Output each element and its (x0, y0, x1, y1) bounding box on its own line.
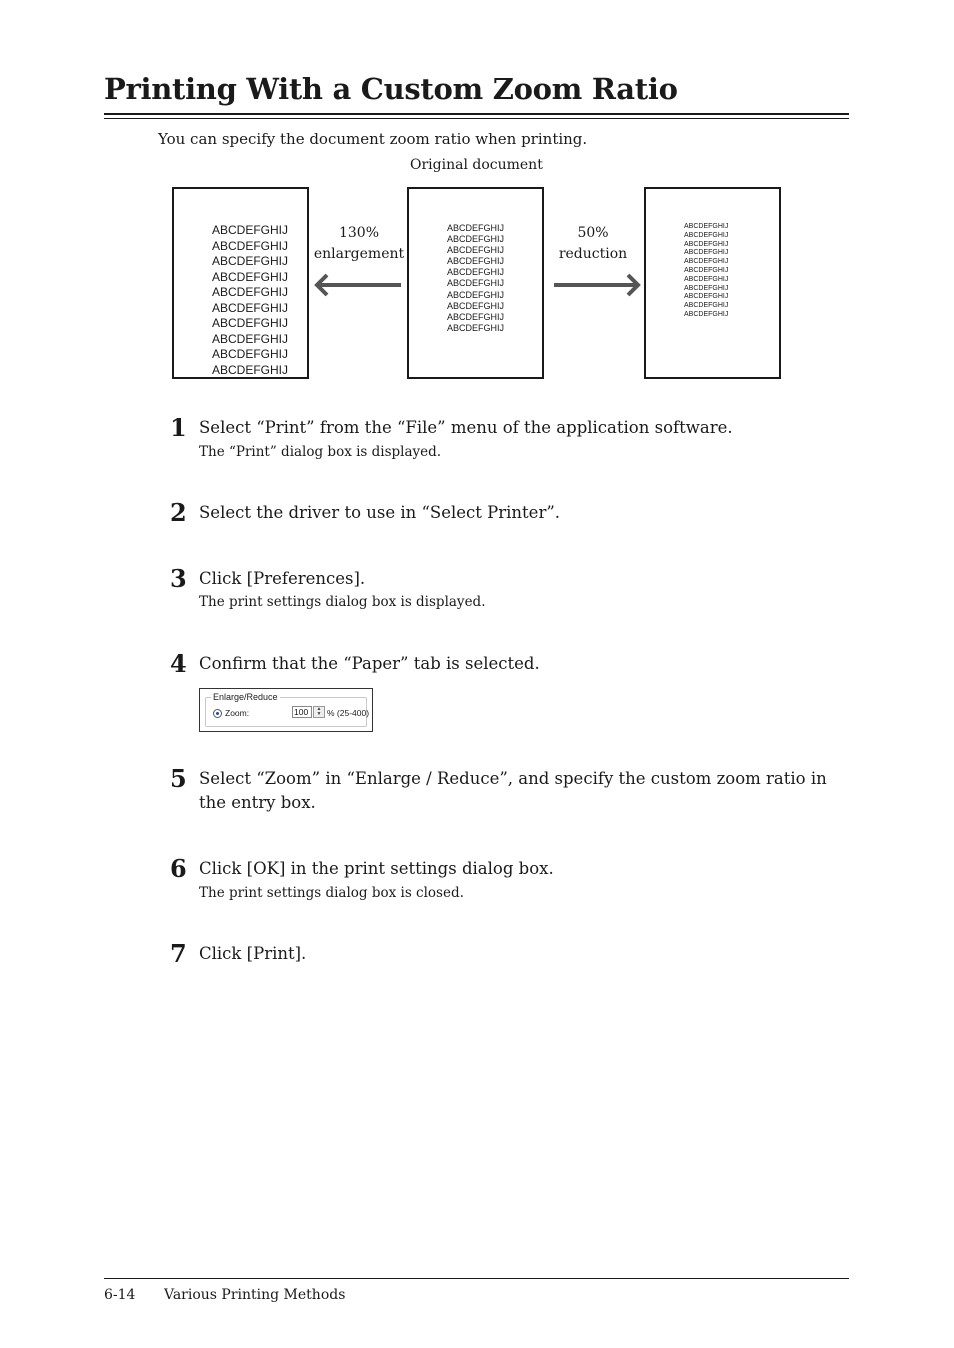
step-text: Confirm that the “Paper” tab is selected. (199, 654, 540, 673)
enlarge-reduce-dialog (199, 688, 373, 732)
text-line: ABCDEFGHIJ (684, 310, 729, 318)
text-line: ABCDEFGHIJ (212, 347, 289, 361)
text-line: ABCDEFGHIJ (212, 269, 289, 284)
spin-up-icon[interactable]: ▲ (316, 706, 322, 712)
step-number: 5 (170, 764, 187, 793)
enlarge-reduce-group (205, 692, 370, 727)
enlargement-percent: 130% (338, 225, 380, 241)
text-line: ABCDEFGHIJ (684, 223, 729, 230)
text-line: ABCDEFGHIJ (447, 223, 505, 233)
intro-text: You can specify the document zoom ratio when printing. (158, 130, 588, 148)
step-note: The “Print” dialog box is displayed. (199, 444, 442, 460)
text-line: ABCDEFGHIJ (684, 240, 729, 248)
enlargement-word: enlargement (313, 246, 405, 262)
text-line: ABCDEFGHIJ (684, 266, 729, 274)
text-line: ABCDEFGHIJ (447, 267, 505, 278)
text-line: ABCDEFGHIJ (212, 285, 289, 299)
enlarged-text (212, 223, 288, 378)
title-rule (104, 113, 849, 115)
group-label: Enlarge/Reduce (213, 692, 278, 702)
step-note: The print settings dialog box is closed. (199, 885, 464, 901)
reduction-percent: 50% (577, 225, 609, 241)
step-number: 1 (170, 413, 187, 442)
step-number: 6 (170, 854, 187, 883)
text-line: ABCDEFGHIJ (684, 231, 729, 239)
step-text: Click [Preferences]. (199, 569, 366, 588)
text-line: ABCDEFGHIJ (212, 331, 289, 346)
page-title: Printing With a Custom Zoom Ratio (104, 72, 678, 106)
spin-down-icon[interactable]: ▼ (316, 711, 322, 717)
reduction-word: reduction (558, 246, 628, 262)
text-line: ABCDEFGHIJ (447, 311, 505, 322)
text-line: ABCDEFGHIJ (447, 256, 505, 267)
text-line: ABCDEFGHIJ (212, 223, 289, 237)
step-number: 2 (170, 498, 187, 527)
text-line: ABCDEFGHIJ (212, 362, 289, 377)
text-line: ABCDEFGHIJ (447, 245, 505, 256)
step-text: Click [OK] in the print settings dialog box. (199, 859, 554, 878)
text-line: ABCDEFGHIJ (684, 249, 729, 257)
zoom-label: Zoom: (225, 708, 250, 718)
zoom-input[interactable]: 100 (292, 706, 312, 718)
step-note: The print settings dialog box is displayed. (199, 594, 486, 610)
text-line: ABCDEFGHIJ (684, 258, 729, 266)
zoom-figure (160, 155, 800, 390)
step-number: 4 (170, 649, 187, 678)
section-name: Various Printing Methods (164, 1287, 346, 1303)
text-line: ABCDEFGHIJ (684, 284, 729, 292)
zoom-spinner[interactable] (313, 706, 325, 718)
zoom-range: % (25-400) (327, 708, 370, 718)
figure-caption: Original document (410, 157, 543, 173)
text-line: ABCDEFGHIJ (447, 278, 505, 289)
enlarged-page (172, 187, 309, 379)
step-number: 3 (170, 564, 187, 593)
text-line: ABCDEFGHIJ (684, 302, 729, 310)
arrow-left-icon (313, 272, 403, 298)
footer-rule (104, 1278, 849, 1279)
original-page (407, 187, 544, 379)
text-line: ABCDEFGHIJ (212, 238, 289, 253)
text-line: ABCDEFGHIJ (447, 289, 505, 300)
step-text: Click [Print]. (199, 944, 307, 963)
text-line: ABCDEFGHIJ (212, 316, 289, 330)
text-line: ABCDEFGHIJ (212, 254, 289, 268)
step-text: Select “Print” from the “File” menu of the application software. (199, 418, 733, 437)
reduced-page (644, 187, 781, 379)
enlargement-label (312, 223, 406, 265)
text-line: ABCDEFGHIJ (447, 300, 505, 311)
text-line: ABCDEFGHIJ (684, 275, 729, 283)
zoom-radio[interactable] (213, 709, 222, 718)
reduced-text (684, 223, 728, 320)
reduction-label (548, 223, 638, 265)
page-number: 6-14 (104, 1287, 136, 1303)
text-line: ABCDEFGHIJ (447, 234, 505, 245)
step-text: Select the driver to use in “Select Printer”. (199, 503, 561, 522)
original-text (447, 223, 504, 334)
text-line: ABCDEFGHIJ (684, 293, 729, 301)
text-line: ABCDEFGHIJ (212, 300, 289, 315)
title-rule-thin (104, 118, 849, 119)
step-number: 7 (170, 939, 187, 968)
arrow-right-icon (552, 272, 642, 298)
step-text: Select “Zoom” in “Enlarge / Reduce”, and specify the custom zoom ratio in the entry box. (199, 769, 827, 812)
text-line: ABCDEFGHIJ (447, 322, 505, 333)
